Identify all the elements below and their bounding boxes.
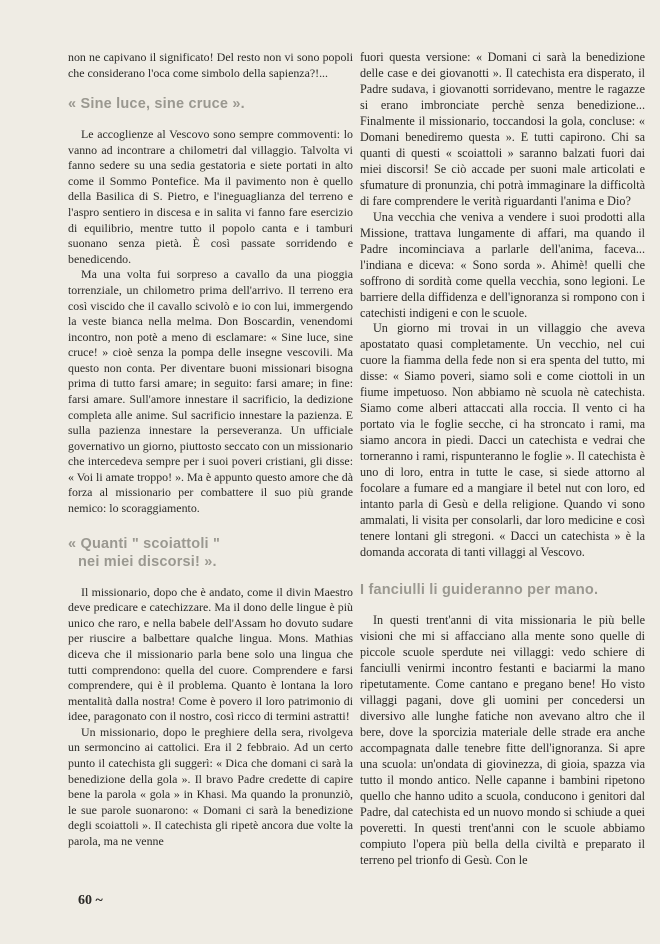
- paragraph-villaggio: Un giorno mi trovai in un villaggio che aveva apostatato quasi completamente. Un vecchio, nel cui cuore la fiamma della fede non si era spenta del tutto, mi disse: « Siamo poveri, siamo soli e come ciottoli in un fiume impetuoso. Non abbiamo nè scuola nè catechista. Siamo come alberi attaccati alla roccia. Il vento ci ha portato via le foglie secche, ci ha stroncato i rami, ma siamo ancora in piedi. Dacci un catechista e vedrai che torneranno i rami, rispunteranno le foglie ». Il catechista è uno di loro, entra in tutte le case, si siede attorno al focolare a fumare ed a mangiare il betel nut con loro, ed intanto parla di Gesù e della religione. Quando vi sono ammalati, li visita per consolarli, dar loro medicine e così tenere lontani gli stregoni. « Dacci un catechista » è la domanda accorata di tanti villaggi al Vescovo.: [360, 321, 645, 560]
- continuation-paragraph: fuori questa versione: « Domani ci sarà la benedizione delle case e dei giovanotti ». Il catechista era disperato, il Padre sudava, i giovanotti sorridevano, mentre le ragazze si erano imbronciate perchè senza benedizione... Finalmente il missionario, toccandosi la gola, concluse: « Domani benediremo questa ». E tutti capirono. Chi sa quanti di questi « scoiattoli » saranno balzati fuori dai miei discorsi! Se ciò accade per suoni male articolati e sfumature di pronunzia, chi potrà immaginare la difficoltà di fare comprendere le verità riguardanti l'anima e Dio?: [360, 50, 645, 208]
- left-column: [68, 50, 353, 849]
- right-column: [360, 50, 645, 869]
- page-number: 60 ~: [78, 893, 103, 908]
- intro-paragraph: non ne capivano il significato! Del resto non vi sono popoli che considerano l'oca come simbolo della sapienza?!...: [68, 50, 353, 80]
- section-heading-sine-luce: « Sine luce, sine cruce ».: [68, 96, 245, 113]
- paragraph-vecchia: Una vecchia che veniva a vendere i suoi prodotti alla Missione, trattava lungamente di affari, ma quando il Padre incominciava a parlarle dell'anima, faceva... l'indiana e diceva: « Sono sorda ». Ahimè! quelli che soffrono di sordità come quella vecchia, sono legioni. Le barriere della diffidenza e dell'ignoranza si rompono con i catechisti indigeni e con le scuole.: [360, 209, 645, 320]
- paragraph-accoglienze: Le accoglienze al Vescovo sono sempre commoventi: lo vanno ad incontrare a chilometri dal villaggio. Talvolta vi fanno sedere su una sedia gestatoria e siete portati in alto come il Sommo Pontefice. Ma il pavimento non è quello della Basilica di S. Pietro, e l'ineguaglianza del terreno e l'aspro sentiero in discesa e in salita vi fanno fare esercizio di equilibrio, mentre tutto il popolo canta e i tamburi suonano senza pietà. È così passate sorridendo e benedicendo.: [68, 127, 353, 266]
- section-heading-fanciulli: I fanciulli li guideranno per mano.: [360, 582, 599, 598]
- paragraph-pioggia: Ma una volta fui sorpreso a cavallo da una pioggia torrenziale, un chilometro prima dell'arrivo. Il terreno era così viscido che il cavallo scivolò e io con lui, immergendo la veste bianca nella melma. Don Boscardin, venendomi incontro, non potè a meno di esclamare: « Sine luce, sine cruce! » cioè senza la pompa delle insegne vescovili. Ma questo non conta. Per diventare buoni missionari bisogna prima di tutto farsi amare; in seguito: farsi amare; in fine: farsi amare. Sull'amore innestare il sacrificio, la dedizione completa alle anime. Sul sacrificio innestare la pazienza. E sulla pazienza innestare la perseveranza. Un ufficiale governativo un giorno, piuttosto seccato con un missionario che intercedeva sempre per i suoi poveri cristiani, gli disse: « Voi li amate troppo! ». Ma è appunto questo amore che dà forza al missionario per combattere il suo più grande nemico: lo scoraggiamento.: [68, 267, 353, 516]
- paragraph-missionario: Il missionario, dopo che è andato, come il divin Maestro deve predicare e catechizzare. Ma il dono delle lingue è più unico che raro, e nella babele dell'Assam ho dovuto sudare per riuscire a balbettare qualche lingua. Mons. Mathias diceva che il missionario parla bene solo una lingua che tutti comprendono: quella del cuore. Comprendere e farsi comprendere, qui è il problema. Quanto è lontana la loro mentalità dalla nostra! Come è povero il loro patrimonio di idee, paragonato con il nostro, così ricco di termini astratti!: [68, 584, 353, 724]
- heading-line-2: nei miei discorsi! ».: [78, 553, 217, 570]
- section-heading-scoiattoli: [68, 535, 353, 571]
- heading-line-1: « Quanti " scoiattoli ": [68, 535, 221, 552]
- paragraph-sermoncino: Un missionario, dopo le preghiere della sera, rivolgeva un sermoncino ai cattolici. Era il 2 febbraio. Ad un certo punto il catechista gli suggerì: « Dica che domani ci sarà la benedizione della gola ». Il bravo Padre credette di capire bene la parola « gola » in Khasi. Ma quando la pronunziò, le sue parole suonarono: « Domani ci sarà la benedizione degli scoiattoli ». Il catechista gli ripetè ancora due volte la parola, ma ne venne: [68, 724, 353, 848]
- paragraph-scuole: In questi trent'anni di vita missionaria le più belle visioni che mi si affacciano alla mente sono quelle di piccole scuole sperdute nei villaggi: vedo schiere di fanciulli venirmi incontro festanti e baciarmi la mano ripetutamente. Come cantano e pregano bene! Ho visto villaggi pagani, dove gli uomini per concedersi un diversivo alle lunghe fatiche non avevano altro che il bere, dove la sporcizia materiale delle strade era anche accompagnata dalle tenebre fitte dell'ignoranza. Si apre una scuola: un'ondata di giovinezza, di gioia, spazza via tutto il mondo antico. Nelle capanne i bambini ripetono quello che hanno udito a scuola, conducono i genitori dal Padre, dal catechista ed un nuovo mondo si schiude a quei poveretti. In questi trent'anni con le scuole abbiamo compiuto l'opera più bella della civiltà e preparato il terreno pel trionfo di Gesù. Con le: [360, 613, 645, 867]
